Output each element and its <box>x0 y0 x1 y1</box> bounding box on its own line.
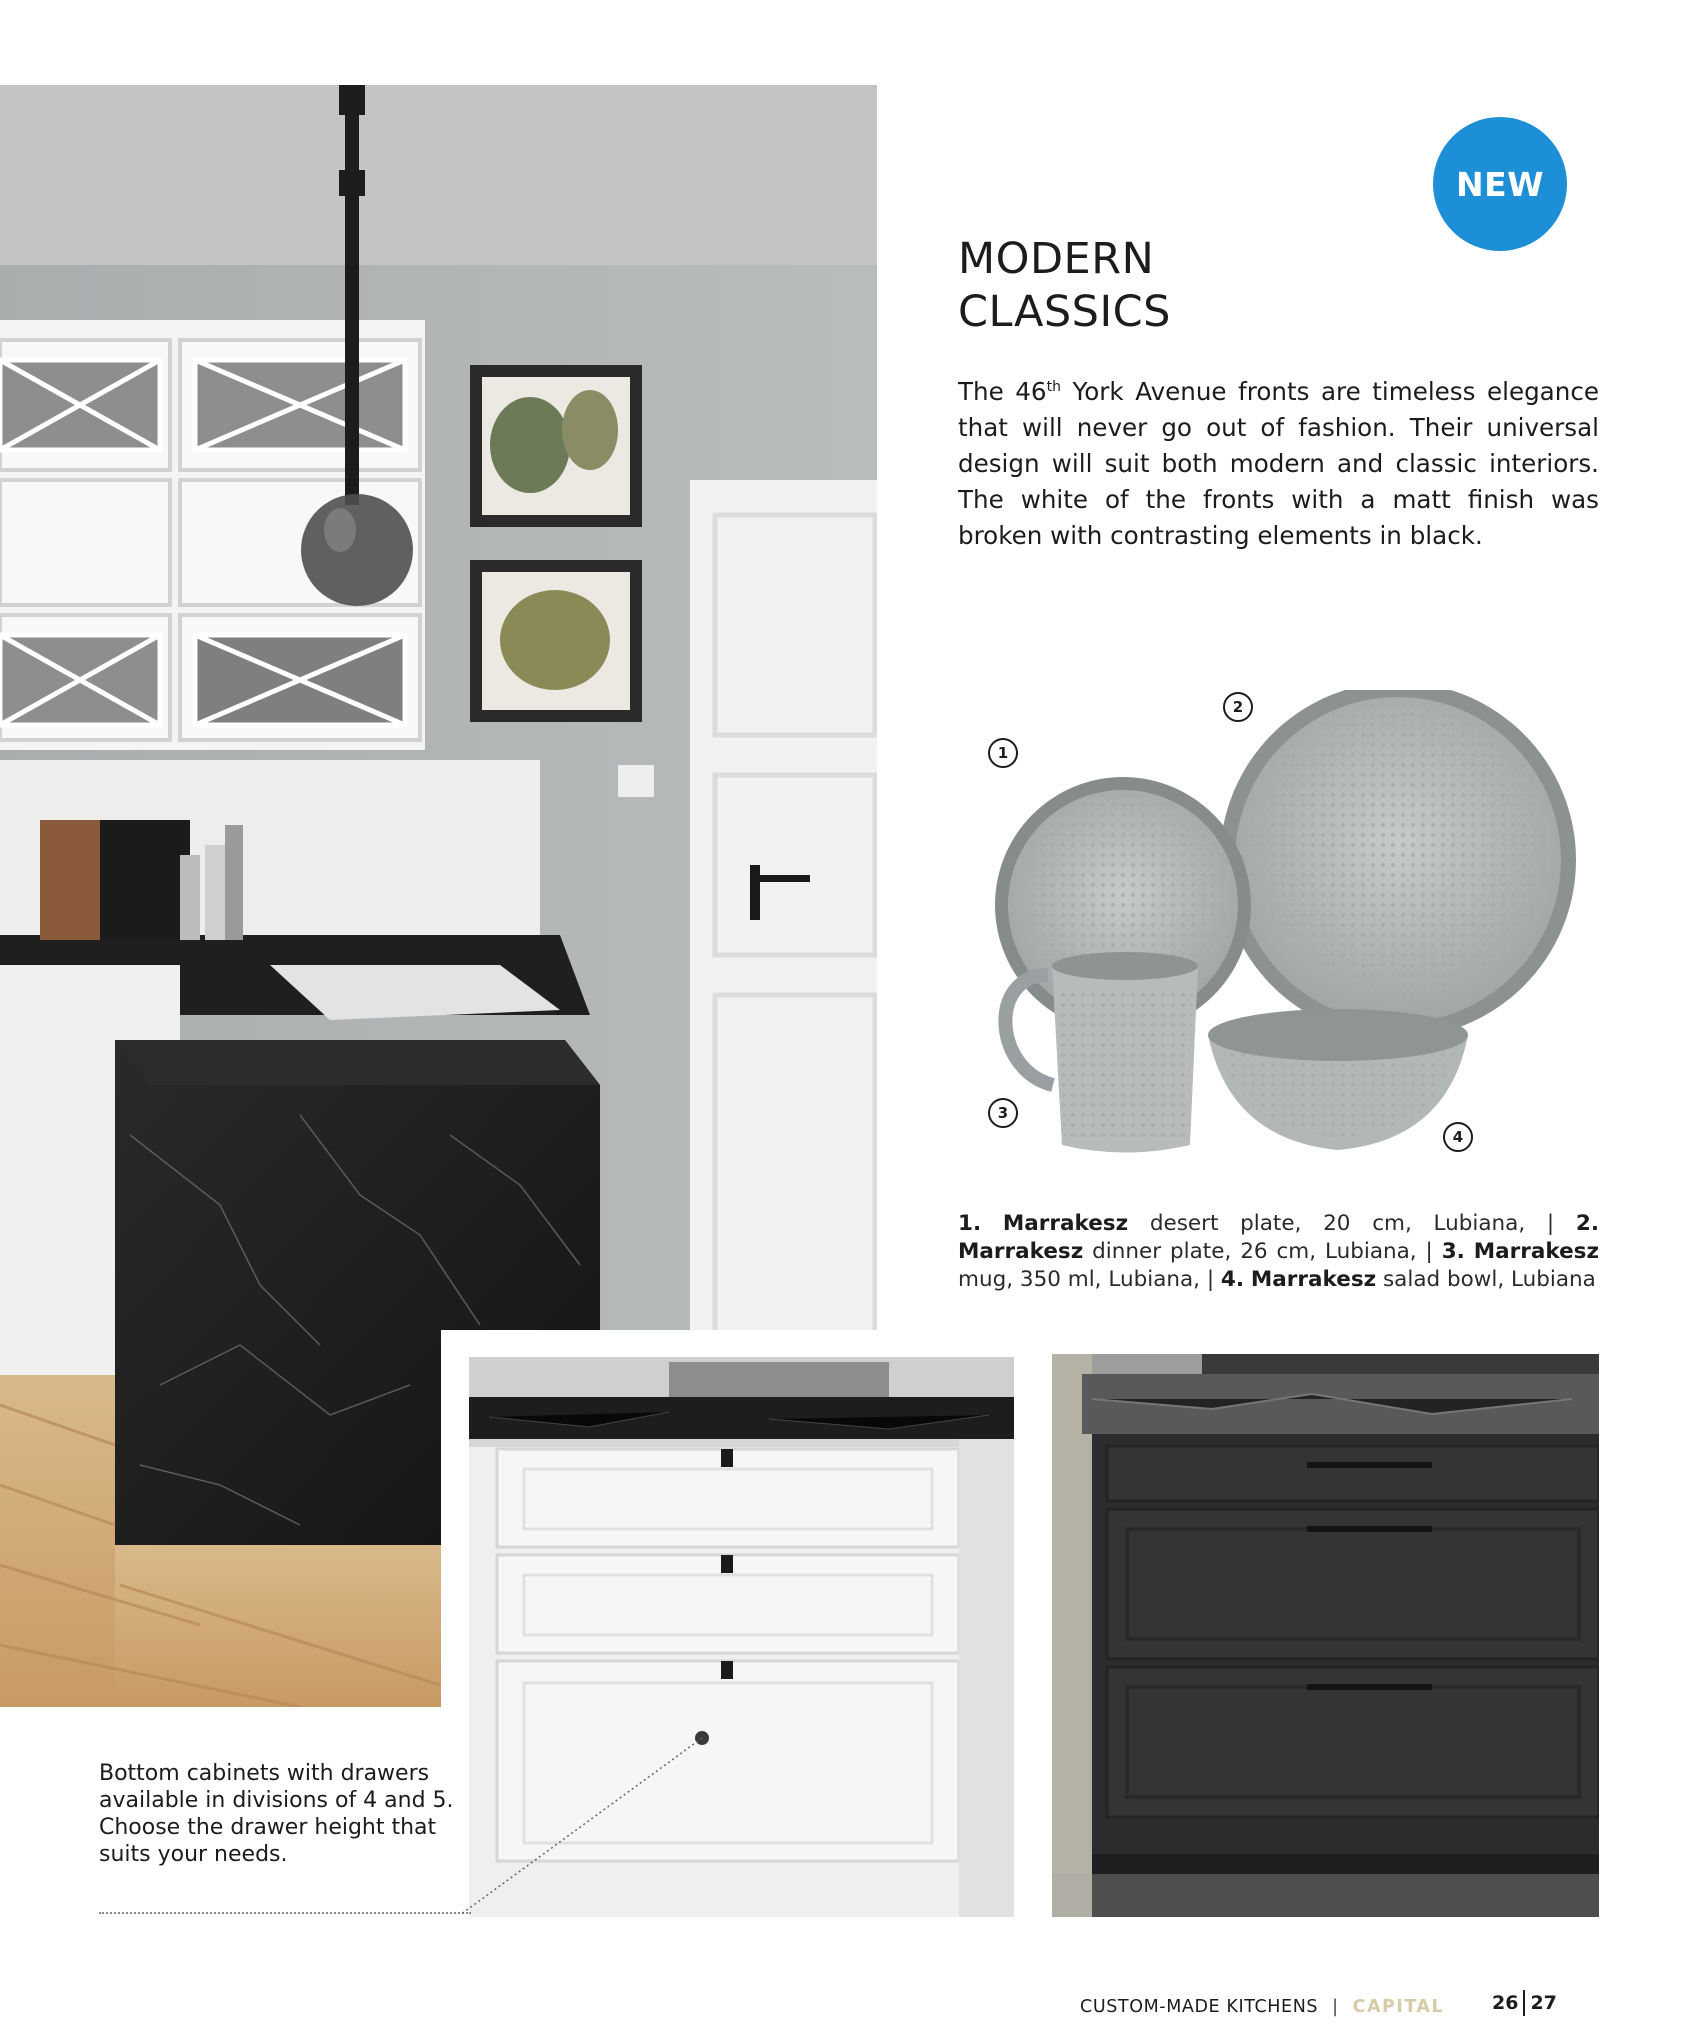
intro-text-rest: York Avenue fronts are timeless elegance that will never go out of fashion. Their universal design will suit both modern and classic interiors. The white of the fronts with a matt finish was broken with contrasting elements in black. <box>958 377 1599 550</box>
product-caption <box>958 1210 1599 1294</box>
page-title <box>958 233 1458 339</box>
title-line-1: MODERN <box>958 234 1155 284</box>
marker-3: 3 <box>988 1098 1018 1128</box>
footer-section: CUSTOM-MADE KITCHENS <box>1080 1997 1319 2017</box>
product-2-desc: dinner plate, 26 cm, Lubiana, | <box>1083 1239 1442 1264</box>
marker-4: 4 <box>1443 1122 1473 1152</box>
product-4-name: Marrakesz <box>1250 1267 1377 1292</box>
product-3-desc: mug, 350 ml, Lubiana, | <box>958 1267 1221 1292</box>
marker-2: 2 <box>1223 692 1253 722</box>
product-4-desc: salad bowl, Lubiana <box>1376 1267 1596 1292</box>
product-3-number: 3. <box>1441 1239 1465 1264</box>
new-badge <box>1433 117 1567 251</box>
product-2-number: 2. <box>1575 1211 1600 1236</box>
product-1-name: Marrakesz <box>1002 1211 1129 1236</box>
leader-line <box>455 1730 720 1920</box>
product-1-desc: desert plate, 20 cm, Lubiana, | <box>1128 1211 1576 1236</box>
product-4-number: 4. <box>1220 1267 1245 1292</box>
intro-superscript: th <box>1046 378 1061 395</box>
page-left: 26 <box>1492 1992 1519 2014</box>
intro-paragraph <box>958 374 1599 554</box>
footer <box>1080 1992 1550 2022</box>
page-right: 27 <box>1530 1992 1557 2014</box>
marker-1: 1 <box>988 738 1018 768</box>
tableware-photo <box>968 690 1598 1170</box>
product-3-name: Marrakesz <box>1473 1239 1599 1264</box>
product-1-number: 1. <box>958 1211 982 1236</box>
dotted-rule <box>99 1912 471 1914</box>
intro-text-start: The 46 <box>958 377 1047 406</box>
new-badge-label: NEW <box>1455 164 1545 204</box>
footer-separator: | <box>1332 1997 1339 2017</box>
footer-brand: CAPITAL <box>1352 1997 1445 2017</box>
black-drawers-photo <box>1052 1354 1599 1917</box>
product-2-name: Marrakesz <box>958 1239 1084 1264</box>
page-divider <box>1523 1990 1525 2016</box>
drawer-note: Bottom cabinets with drawers available in divisions of 4 and 5. Choose the drawer height that suits your needs. <box>99 1761 454 1867</box>
page-numbers <box>1492 1990 1557 2016</box>
title-line-2: CLASSICS <box>958 287 1171 337</box>
